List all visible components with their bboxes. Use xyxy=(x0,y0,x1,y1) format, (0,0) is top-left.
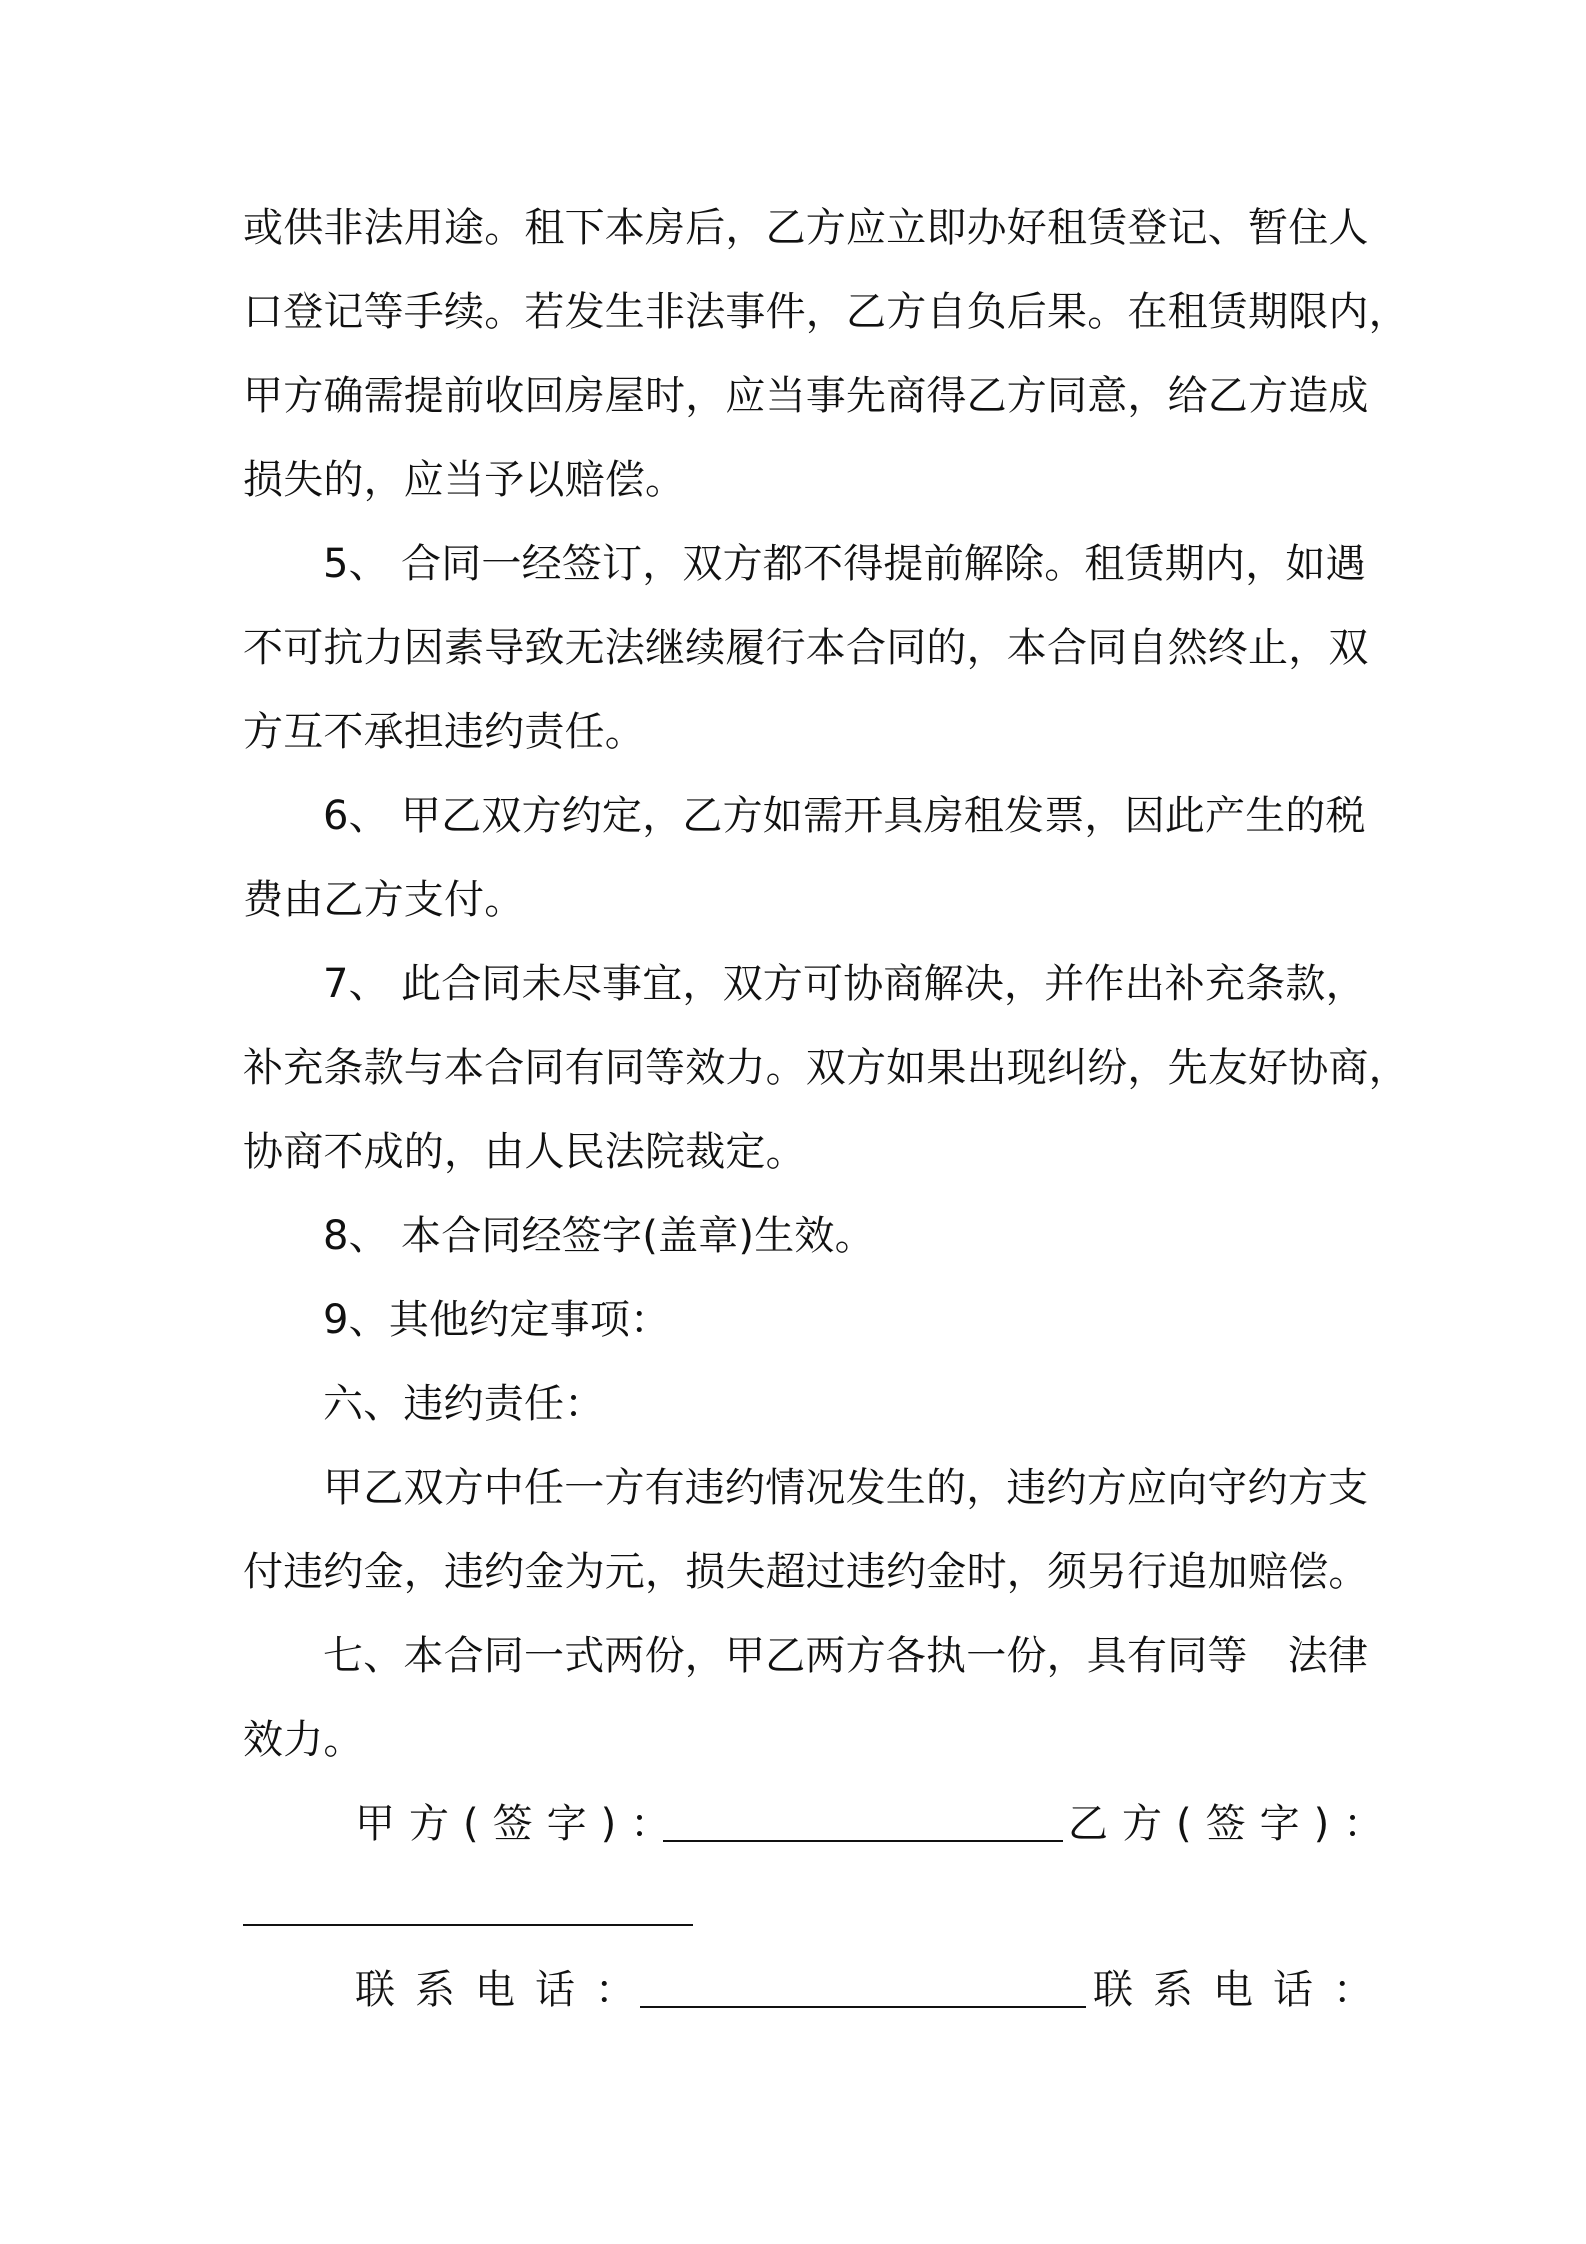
party-a-signature-label: 甲方(签字)： xyxy=(355,1801,685,1847)
clause-text: 本合同经签字(盖章)生效。 xyxy=(401,1213,875,1259)
clause-number: 6、 xyxy=(323,793,389,839)
party-a-phone-blank[interactable] xyxy=(640,2006,1086,2008)
clause-text: 合同一经签订，双方都不得提前解除。租赁期内，如遇 xyxy=(401,541,1366,587)
clause-6-line: 费由乙方支付。 xyxy=(243,877,525,923)
clause-6 xyxy=(323,788,1366,844)
party-b-signature-label: 乙方(签字)： xyxy=(1068,1801,1398,1847)
clause-number: 7、 xyxy=(323,961,389,1007)
clause-5-line: 不可抗力因素导致无法继续履行本合同的，本合同自然终止，双 xyxy=(243,625,1369,671)
clause-7 xyxy=(323,956,1366,1012)
clause-8 xyxy=(323,1208,1353,1264)
clause-5 xyxy=(323,536,1366,592)
party-b-phone-label: 联系电话： xyxy=(1093,1967,1393,2013)
section-7-line: 七、本合同一式两份，甲乙两方各执一份，具有同等 法律 xyxy=(323,1633,1369,1679)
section-6-line: 付违约金，违约金为元，损失超过违约金时，须另行追加赔偿。 xyxy=(243,1549,1369,1595)
party-a-phone-label: 联系电话： xyxy=(355,1967,655,2013)
clause-number: 8、 xyxy=(323,1213,389,1259)
party-b-signature-blank[interactable] xyxy=(243,1924,693,1926)
clause-text: 甲乙双方约定，乙方如需开具房租发票，因此产生的税 xyxy=(401,793,1366,839)
clause-5-line: 方互不承担违约责任。 xyxy=(243,709,645,755)
section-6-title: 六、违约责任： xyxy=(323,1381,605,1427)
clause-9: 9、其他约定事项： xyxy=(323,1297,671,1343)
clause-text: 此合同未尽事宜，双方可协商解决，并作出补充条款， xyxy=(401,961,1366,1007)
section-6-line: 甲乙双方中任一方有违约情况发生的，违约方应向守约方支 xyxy=(323,1465,1369,1511)
party-a-signature-blank[interactable] xyxy=(663,1840,1063,1842)
section-7-line: 效力。 xyxy=(243,1717,364,1763)
clause-number: 5、 xyxy=(323,541,389,587)
clause-7-line: 协商不成的，由人民法院裁定。 xyxy=(243,1129,806,1175)
paragraph-line: 或供非法用途。租下本房后，乙方应立即办好租赁登记、暂住人 xyxy=(243,205,1369,251)
paragraph-line: 甲方确需提前收回房屋时，应当事先商得乙方同意，给乙方造成 xyxy=(243,373,1369,419)
paragraph-line: 损失的，应当予以赔偿。 xyxy=(243,457,686,503)
paragraph-line: 口登记等手续。若发生非法事件，乙方自负后果。在租赁期限内， xyxy=(243,289,1409,335)
clause-7-line: 补充条款与本合同有同等效力。双方如果出现纠纷，先友好协商， xyxy=(243,1045,1409,1091)
